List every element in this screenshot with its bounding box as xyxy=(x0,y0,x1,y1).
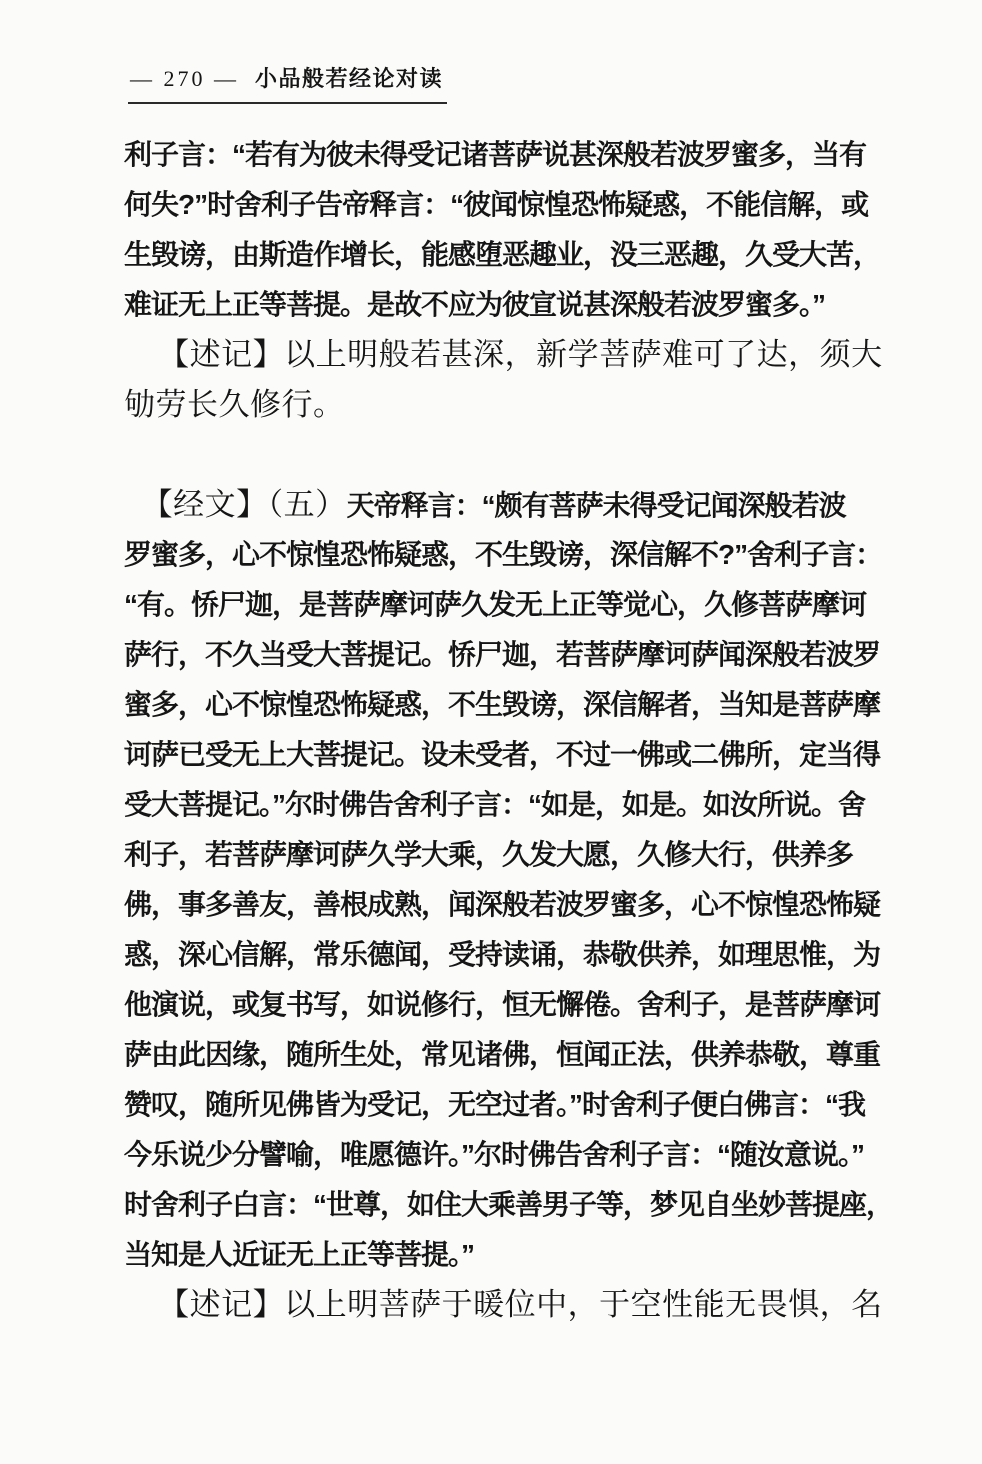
page-header xyxy=(128,62,447,104)
text-line: 今乐说少分譬喻，唯愿德许。”尔时佛告舍利子言：“随汝意说。” xyxy=(124,1139,865,1170)
text-line xyxy=(124,1280,890,1330)
page-body xyxy=(124,130,894,1330)
page-number: — 270 — xyxy=(130,66,239,91)
text-line: 惑，深心信解，常乐德闻，受持读诵，恭敬供养，如理思惟，为 xyxy=(124,939,881,970)
text-line: 罗蜜多，心不惊惶恐怖疑惑，不生毁谤，深信解不?”舍利子言： xyxy=(124,539,883,570)
text-line: 萨行，不久当受大菩提记。㤭尸迦，若菩萨摩诃萨闻深般若波罗 xyxy=(124,639,881,670)
text-line: 利子言：“若有为彼未得受记诸菩萨说甚深般若波罗蜜多，当有 xyxy=(124,139,867,170)
text-line: 蜜多，心不惊惶恐怖疑惑，不生毁谤，深信解者，当知是菩萨摩 xyxy=(124,689,881,720)
shuji-text: 以上明般若甚深，新学菩萨难可了达，须大 xyxy=(284,337,883,372)
shuji-label: 【述记】 xyxy=(158,1287,285,1322)
shuji-annotation-paragraph xyxy=(124,330,890,430)
section-number: （五） xyxy=(267,487,347,522)
text-line: “有。㤭尸迦，是菩萨摩诃萨久发无上正等觉心，久修菩萨摩诃 xyxy=(124,589,867,620)
text-line: 佛，事多善友，善根成熟，闻深般若波罗蜜多，心不惊惶恐怖疑 xyxy=(124,889,881,920)
jingwen-label: 【经文】 xyxy=(141,487,268,522)
text-line: 受大菩提记。”尔时佛告舍利子言：“如是，如是。如汝所说。舍 xyxy=(124,789,866,820)
shuji-text: 以上明菩萨于暖位中，于空性能无畏惧，名 xyxy=(284,1287,883,1322)
text-line: 他演说，或复书写，如说修行，恒无懈倦。舍利子，是菩萨摩诃 xyxy=(124,989,881,1020)
text-line: 劬劳长久修行。 xyxy=(124,387,345,422)
text-line: 诃萨已受无上大菩提记。设未受者，不过一佛或二佛所，定当得 xyxy=(124,739,881,770)
jingwen-text: 天帝释言：“颇有菩萨未得受记闻深般若波 xyxy=(346,490,846,521)
text-line: 萨由此因缘，随所生处，常见诸佛，恒闻正法，供养恭敬，尊重 xyxy=(124,1039,881,1070)
shuji-annotation-paragraph-2 xyxy=(124,1280,890,1330)
text-line: 生毁谤，由斯造作增长，能感堕恶趣业，没三恶趣，久受大苦， xyxy=(124,239,881,270)
book-title: 小品般若经论对读 xyxy=(255,66,444,91)
text-line: 赞叹，随所见佛皆为受记，无空过者。”时舍利子便白佛言：“我 xyxy=(124,1089,866,1120)
text-line xyxy=(124,330,890,380)
text-line: 当知是人近证无上正等菩提。” xyxy=(124,1239,475,1270)
sutra-continuation-paragraph xyxy=(124,130,890,330)
jingwen-sutra-paragraph xyxy=(124,480,894,1280)
shuji-label: 【述记】 xyxy=(158,337,285,372)
text-line: 何失?”时舍利子告帝释言：“彼闻惊惶恐怖疑惑，不能信解，或 xyxy=(124,189,869,220)
text-line: 难证无上正等菩提。是故不应为彼宣说甚深般若波罗蜜多。” xyxy=(124,289,826,320)
text-line: 利子，若菩萨摩诃萨久学大乘，久发大愿，久修大行，供养多 xyxy=(124,839,854,870)
text-line: 时舍利子白言：“世尊，如住大乘善男子等，梦见自坐妙菩提座， xyxy=(124,1189,894,1220)
text-line xyxy=(124,480,890,530)
